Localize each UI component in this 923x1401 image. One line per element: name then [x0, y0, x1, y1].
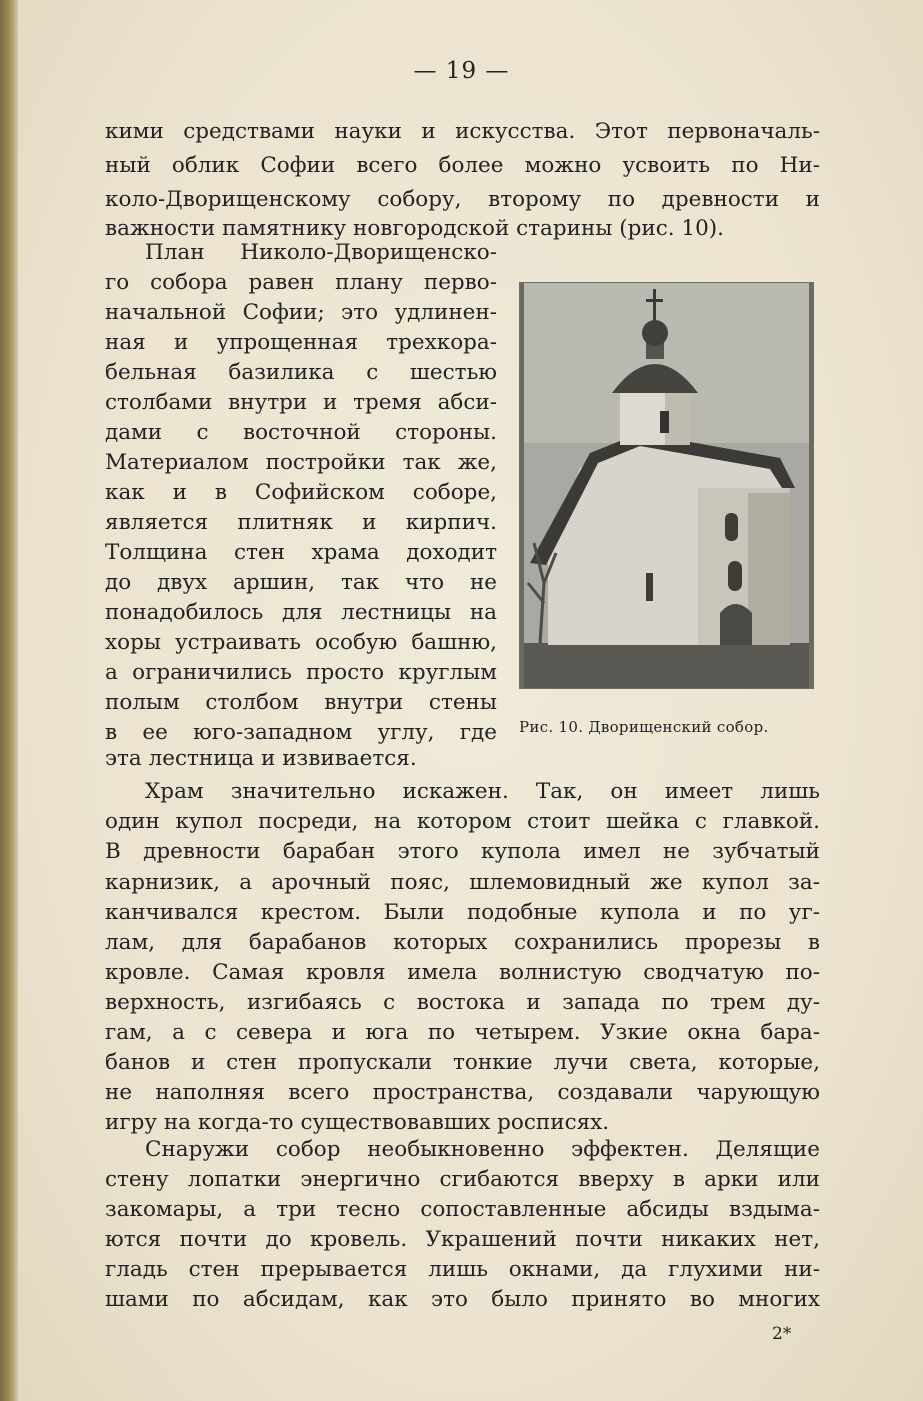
- text-line: игру на когда-то существовавших росписях.: [105, 1110, 610, 1135]
- text-line: один купол посреди, на котором стоит шейка с главкой.: [105, 809, 820, 834]
- text-line: коло-Дворищенскому собору, второму по древности и: [105, 187, 820, 212]
- text-line: кровле. Самая кровля имела волнистую сводчатую по-: [105, 960, 820, 985]
- text-line: В древности барабан этого купола имел не зубчатый: [105, 839, 820, 864]
- text-line: дами с восточной стороны.: [105, 420, 497, 445]
- text-line: как и в Софийском соборе,: [105, 480, 497, 505]
- text-line: важности памятнику новгородской старины (рис. 10).: [105, 216, 724, 241]
- text-line: го собора равен плану перво-: [105, 270, 497, 295]
- text-line: понадобилось для лестницы на: [105, 600, 497, 625]
- text-line: банов и стен пропускали тонкие лучи света, которые,: [105, 1050, 820, 1075]
- signature-mark: 2*: [772, 1324, 792, 1344]
- text-line: ный облик Софии всего более можно усвоить по Ни-: [105, 153, 820, 178]
- figure-caption: Рис. 10. Дворищенский собор.: [519, 718, 769, 736]
- text-line: Толщина стен храма доходит: [105, 540, 497, 565]
- church-photo: [519, 282, 814, 689]
- book-spine-edge: [0, 0, 18, 1401]
- text-line: до двух аршин, так что не: [105, 570, 497, 595]
- text-line: является плитняк и кирпич.: [105, 510, 497, 535]
- text-line: План Николо-Дворищенско-: [145, 240, 497, 265]
- text-line: ются почти до кровель. Украшений почти никаких нет,: [105, 1227, 820, 1252]
- text-line: эта лестница и извивается.: [105, 746, 417, 771]
- text-line: столбами внутри и тремя абси-: [105, 390, 497, 415]
- text-line: закомары, а три тесно сопоставленные абсиды вздыма-: [105, 1197, 820, 1222]
- text-line: канчивался крестом. Были подобные купола и по уг-: [105, 900, 820, 925]
- page-number: — 19 —: [413, 58, 510, 84]
- text-line: стену лопатки энергично сгибаются вверху в арки или: [105, 1167, 820, 1192]
- text-line: хоры устраивать особую башню,: [105, 630, 497, 655]
- text-line: а ограничились просто круглым: [105, 660, 497, 685]
- text-line: ная и упрощенная трехкора-: [105, 330, 497, 355]
- text-line: гам, а с севера и юга по четырем. Узкие окна бара-: [105, 1020, 820, 1045]
- text-line: шами по абсидам, как это было принято во многих: [105, 1287, 820, 1312]
- text-line: Материалом постройки так же,: [105, 450, 497, 475]
- text-line: гладь стен прерывается лишь окнами, да глухими ни-: [105, 1257, 820, 1282]
- text-line: не наполняя всего пространства, создавали чарующую: [105, 1080, 820, 1105]
- text-line: кими средствами науки и искусства. Этот первоначаль-: [105, 119, 820, 144]
- text-line: полым столбом внутри стены: [105, 690, 497, 715]
- text-line: Храм значительно искажен. Так, он имеет лишь: [145, 779, 820, 804]
- text-line: Снаружи собор необыкновенно эффектен. Делящие: [145, 1137, 820, 1162]
- text-line: в ее юго-западном углу, где: [105, 720, 497, 745]
- text-line: бельная базилика с шестью: [105, 360, 497, 385]
- text-line: верхность, изгибаясь с востока и запада по трем ду-: [105, 990, 820, 1015]
- text-line: лам, для барабанов которых сохранились прорезы в: [105, 930, 820, 955]
- text-line: карнизик, а арочный пояс, шлемовидный же купол за-: [105, 870, 820, 895]
- text-line: начальной Софии; это удлинен-: [105, 300, 497, 325]
- church-photo-svg: [520, 283, 813, 688]
